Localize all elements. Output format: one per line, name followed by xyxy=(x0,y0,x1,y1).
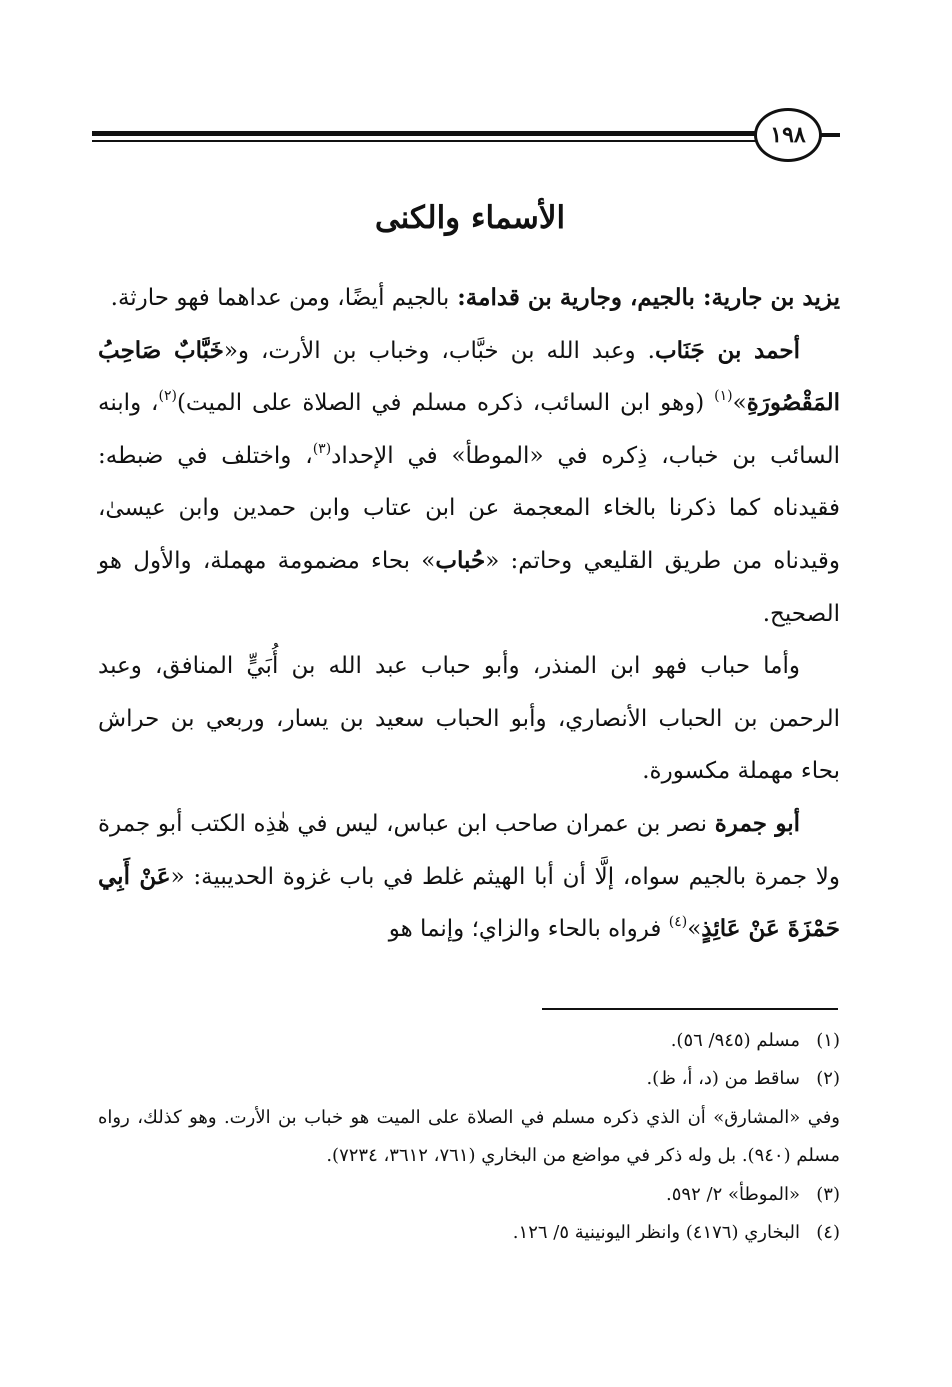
text-run: نصر بن عمران صاحب ابن عباس، ليس في هٰذِه الكتب أبو جمرة ولا جمرة بالجيم سواه، إلَّا أن أبا الهيثم غلط في باب غزوة الحديبية: « xyxy=(98,810,841,890)
bold-text: أحمد بن جَنَاب xyxy=(654,336,800,364)
text-run: » xyxy=(732,390,747,417)
bold-text: يزيد بن جارية: بالجيم، وجارية بن قدامة: xyxy=(449,284,840,311)
text-run: » xyxy=(687,916,702,943)
footnote-text: البخاري (٤١٧٦) وانظر اليونينية ٥/ ١٢٦. xyxy=(512,1222,800,1244)
footnote-continuation: وفي «المشارق» أن الذي ذكره مسلم في الصلاة على الميت هو خباب بن الأرت. وهو كذلك، رواه مسلم (٩٤٠). بل وله ذكر في مواضع من البخاري (٧٦١، ٣٦١٢، ٧٢٣٤). xyxy=(98,1106,840,1167)
footnote-number: (٢) xyxy=(816,1068,840,1090)
header-rule-thick xyxy=(92,131,756,136)
main-text xyxy=(98,272,840,956)
footnote-ref[interactable]: (١) xyxy=(714,388,733,405)
text-run: ، وابنه السائب بن خباب، ذِكره في «الموطأ» في الإحداد xyxy=(98,390,840,469)
text-run: بالجيم أيضًا، ومن عداهما فهو حارثة. xyxy=(110,285,450,311)
paragraph xyxy=(98,798,840,956)
bold-text: حُباب xyxy=(435,546,486,574)
header-rule-thin xyxy=(92,140,756,142)
footnote-text: مسلم (٩٤٥/ ٥٦). xyxy=(670,1030,800,1051)
footnote-text: ساقط من (د، أ، ظ). xyxy=(646,1068,800,1090)
footnote-ref[interactable]: (٢) xyxy=(158,388,177,405)
footnotes xyxy=(98,1022,840,1252)
bold-text: أبو جمرة xyxy=(714,809,800,837)
paragraph xyxy=(98,272,840,325)
footnote-ref[interactable]: (٣) xyxy=(312,440,332,457)
footnote xyxy=(98,1060,840,1098)
footnote-number: (١) xyxy=(816,1030,840,1051)
text-run: وأما حباب فهو ابن المنذر، وأبو حباب عبد الله بن أُبَيٍّ المنافق، وعبد الرحمن بن الحباب الأنصاري، وأبو الحباب سعيد بن يسار، وربعي بن حراش بحاء مهملة مكسورة. xyxy=(98,653,840,785)
bold-text: خَبَّابٌ صَاحِبُ المَقْصُورَةِ xyxy=(98,336,841,417)
page-header xyxy=(92,108,840,166)
text-run: فرواه بالحاء والزاي؛ وإنما هو xyxy=(388,916,669,943)
footnote-separator xyxy=(542,1008,838,1010)
footnote-ref[interactable]: (٤) xyxy=(668,914,688,931)
footnote xyxy=(98,1176,840,1214)
footnote-number: (٤) xyxy=(816,1222,840,1244)
paragraph xyxy=(98,640,840,798)
text-run: . وعبد الله بن خبَّاب، وخباب بن الأرت، و« xyxy=(223,337,655,364)
page-number-badge xyxy=(754,108,822,162)
bold-text: عَنْ أَبِي حَمْزَةَ عَنْ عَائِذٍ xyxy=(98,862,840,943)
paragraph xyxy=(98,325,840,641)
footnote-text: «الموطأ» ٢/ ٥٩٢. xyxy=(666,1183,800,1205)
text-run: ، واختلف في ضبطه: فقيدناه كما ذكرنا بالخاء المعجمة عن ابن عتاب وابن حمدين وابن عيسىٰ، وقيدناه من طريق القليعي وحاتم: « xyxy=(98,442,840,574)
footnote xyxy=(98,1022,840,1060)
footnote-number: (٣) xyxy=(816,1183,840,1205)
text-run: (وهو ابن السائب، ذكره مسلم في الصلاة على الميت) xyxy=(176,390,715,417)
footnote xyxy=(98,1214,840,1252)
section-title: الأسماء والكنى xyxy=(374,200,566,236)
text-run: » بحاء مضمومة مهملة، والأول هو الصحيح. xyxy=(98,547,840,627)
page-number: ١٩٨ xyxy=(770,122,806,148)
